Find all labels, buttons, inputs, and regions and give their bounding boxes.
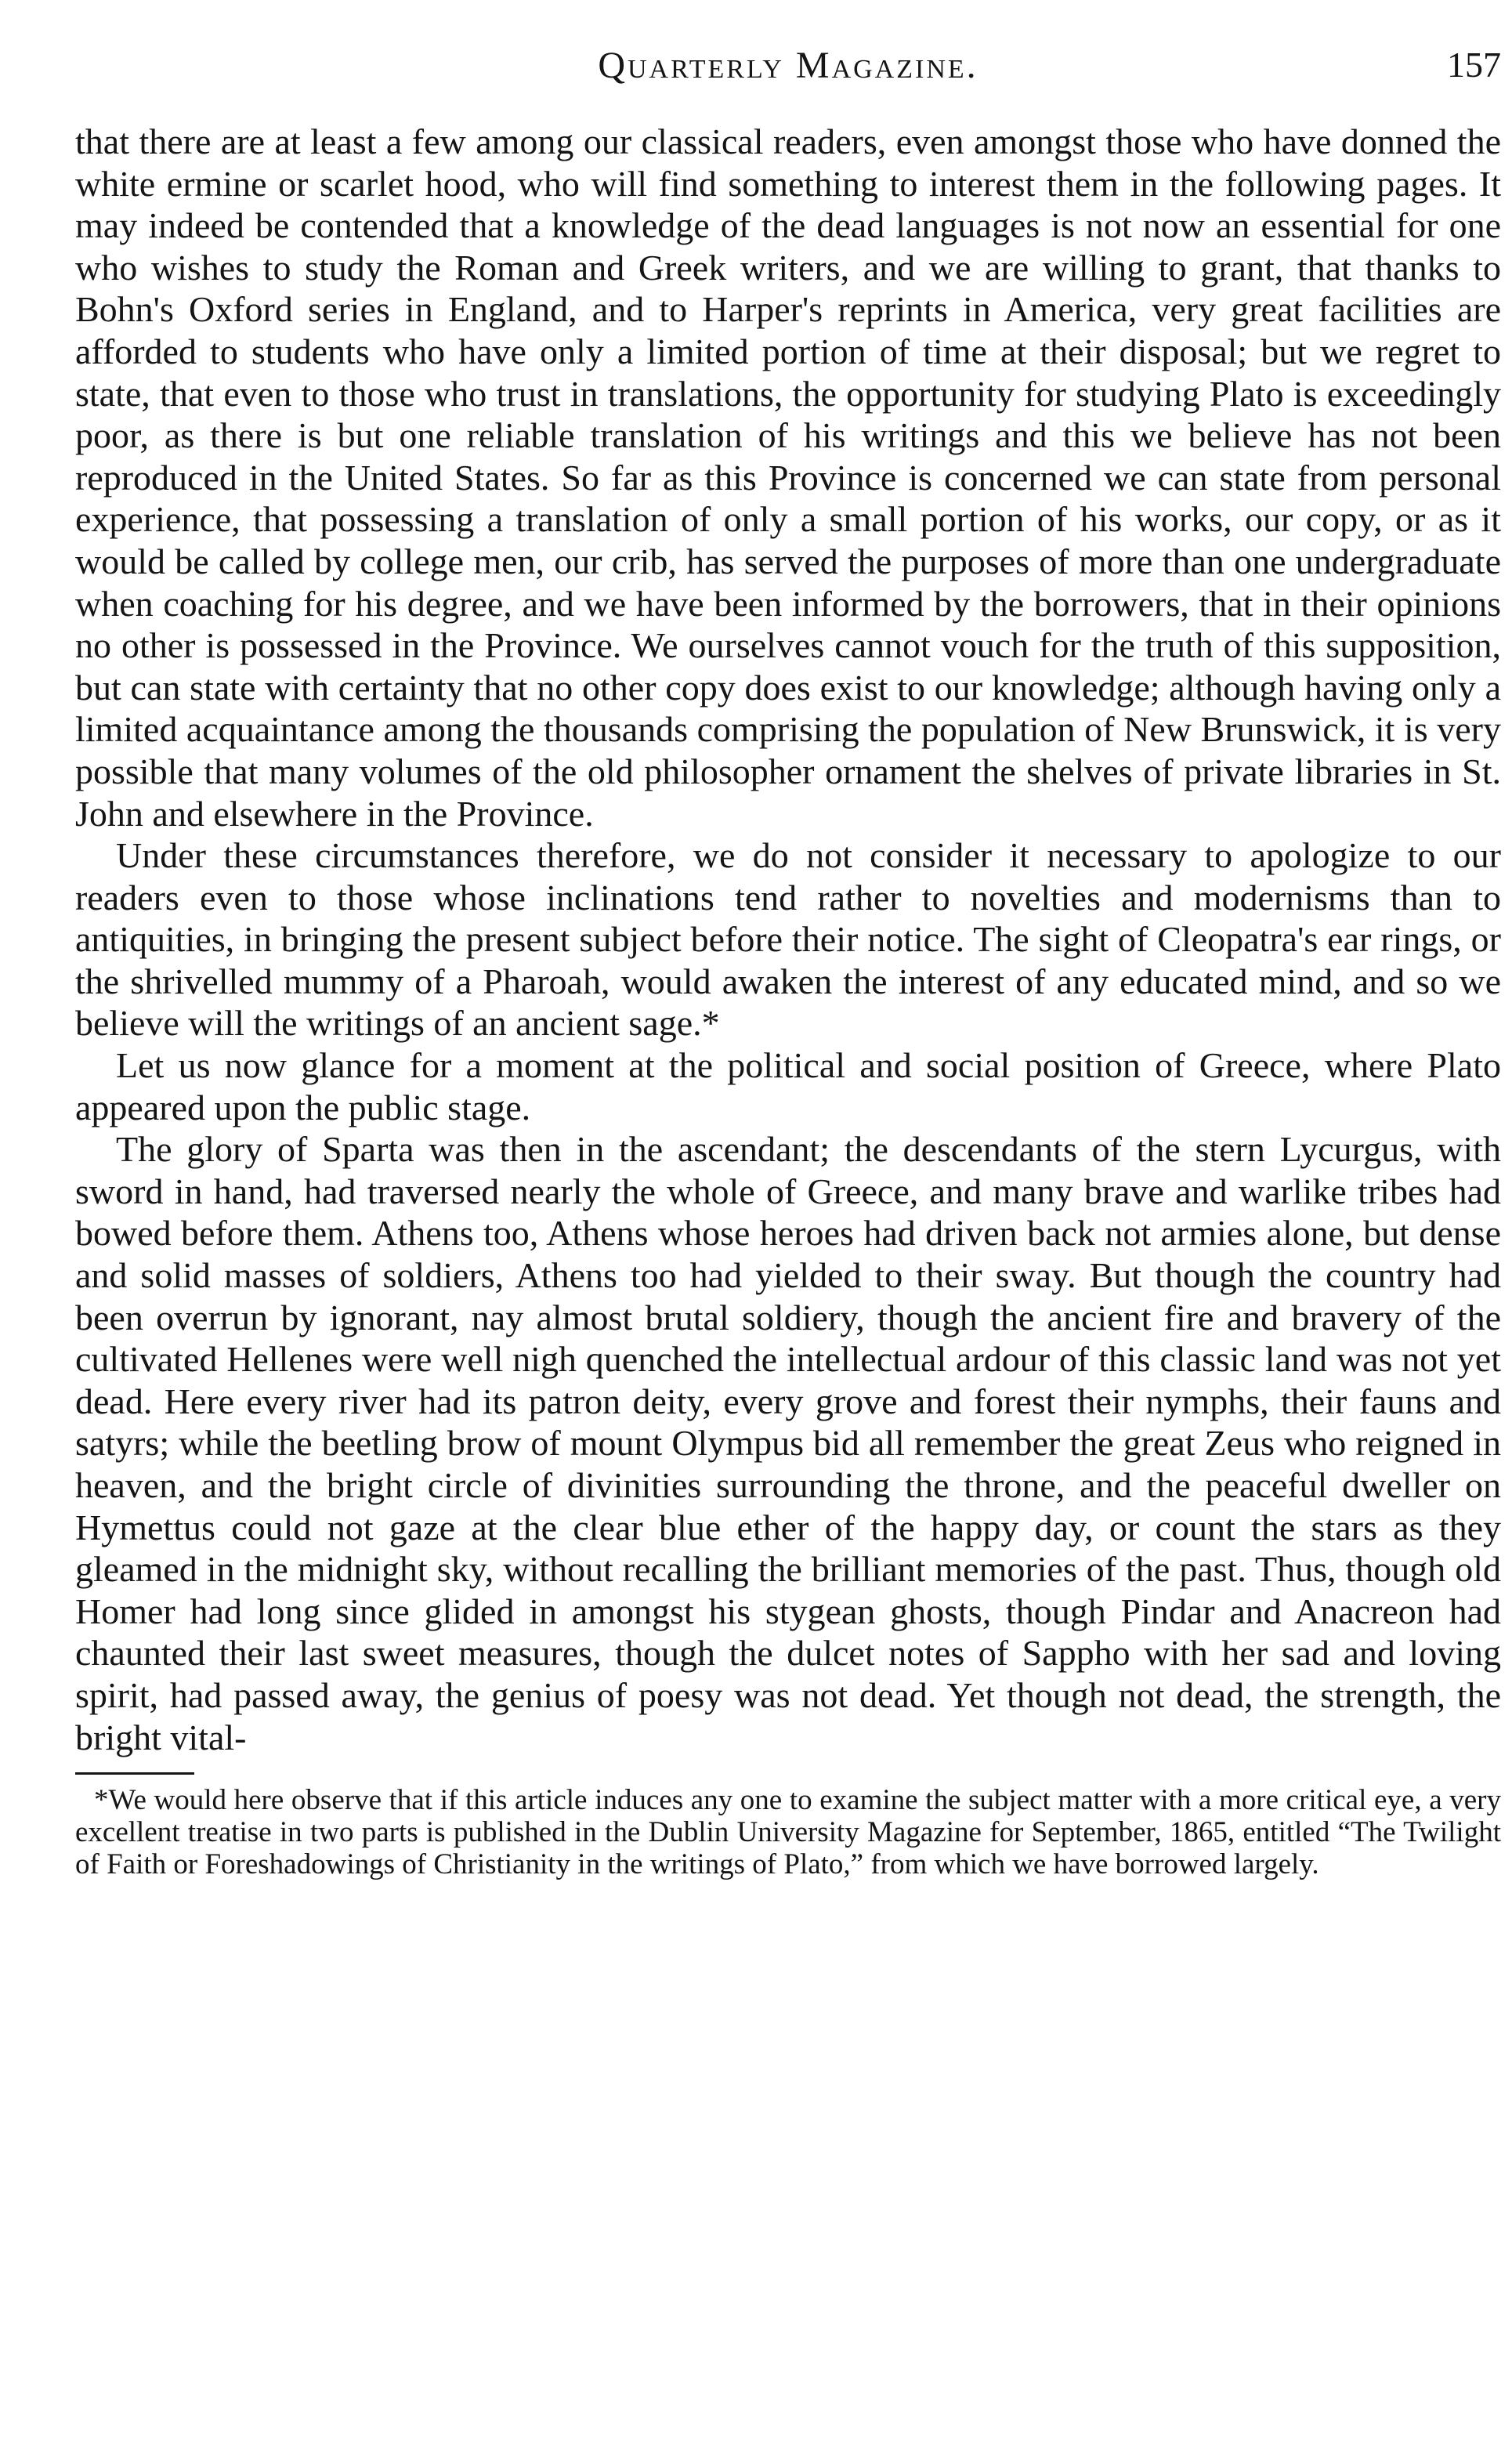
running-head bbox=[75, 28, 1501, 86]
page-number: 157 bbox=[1447, 45, 1501, 85]
paragraph-continued: that there are at least a few among our classical readers, even amongst those who have donned the white ermine or scarlet hood, who will find something to interest them in the following pages. It may indeed be contended that a knowledge of the dead languages is not now an essential for one who wishes to study the Roman and Greek writers, and we are willing to grant, that thanks to Bohn's Oxford series in England, and to Harper's reprints in America, very great facilities are afforded to students who have only a limited portion of time at their disposal; but we regret to state, that even to those who trust in translations, the opportunity for studying Plato is exceedingly poor, as there is but one reliable translation of his writings and this we believe has not been reproduced in the United States. So far as this Province is concerned we can state from personal experience, that possessing a translation of only a small portion of his works, our copy, or as it would be called by college men, our crib, has served the purposes of more than one undergraduate when coaching for his degree, and we have been informed by the borrowers, that in their opinions no other is possessed in the Province. We ourselves cannot vouch for the truth of this supposition, but can state with certainty that no other copy does exist to our knowledge; although having only a limited acquaintance among the thousands comprising the population of New Brunswick, it is very possible that many volumes of the old philosopher ornament the shelves of private libraries in St. John and elsewhere in the Province. bbox=[75, 121, 1501, 834]
footnote: *We would here observe that if this article induces any one to examine the subject matter with a more critical eye, a very excellent treatise in two parts is published in the Dublin University Magazine for September, 1865, entitled “The Twilight of Faith or Foreshadowings of Christianity in the writings of Plato,” from which we have borrowed largely. bbox=[75, 1784, 1501, 1881]
article-body bbox=[75, 121, 1501, 1758]
page bbox=[75, 28, 1501, 1880]
magazine-title: Quarterly Magazine. bbox=[598, 45, 978, 86]
paragraph-circumstances: Under these circumstances therefore, we do not consider it necessary to apologize to our readers even to those whose inclinations tend rather to novelties and modernisms than to antiquities, in bringing the present subject before their notice. The sight of Cleopatra's ear rings, or the shrivelled mummy of a Pharoah, would awaken the interest of any educated mind, and so we believe will the writings of an ancient sage.* bbox=[75, 835, 1501, 1044]
footnote-divider bbox=[75, 1772, 194, 1775]
paragraph-greece: Let us now glance for a moment at the political and social position of Greece, where Plato appeared upon the public stage. bbox=[75, 1045, 1501, 1127]
paragraph-sparta: The glory of Sparta was then in the ascendant; the descendants of the stern Lycurgus, with sword in hand, had traversed nearly the whole of Greece, and many brave and warlike tribes had bowed before them. Athens too, Athens whose heroes had driven back not armies alone, but dense and solid masses of soldiers, Athens too had yielded to their sway. But though the country had been overrun by ignorant, nay almost brutal soldiery, though the ancient fire and bravery of the cultivated Hellenes were well nigh quenched the intellectual ardour of this classic land was not yet dead. Here every river had its patron deity, every grove and forest their nymphs, their fauns and satyrs; while the beetling brow of mount Olympus bid all remember the great Zeus who reigned in heaven, and the bright circle of divinities surrounding the throne, and the peaceful dweller on Hymettus could not gaze at the clear blue ether of the happy day, or count the stars as they gleamed in the midnight sky, without recalling the brilliant memories of the past. Thus, though old Homer had long since glided in amongst his stygean ghosts, though Pindar and Anacreon had chaunted their last sweet measures, though the dulcet notes of Sappho with her sad and loving spirit, had passed away, the genius of poesy was not dead. Yet though not dead, the strength, the bright vital- bbox=[75, 1129, 1501, 1757]
